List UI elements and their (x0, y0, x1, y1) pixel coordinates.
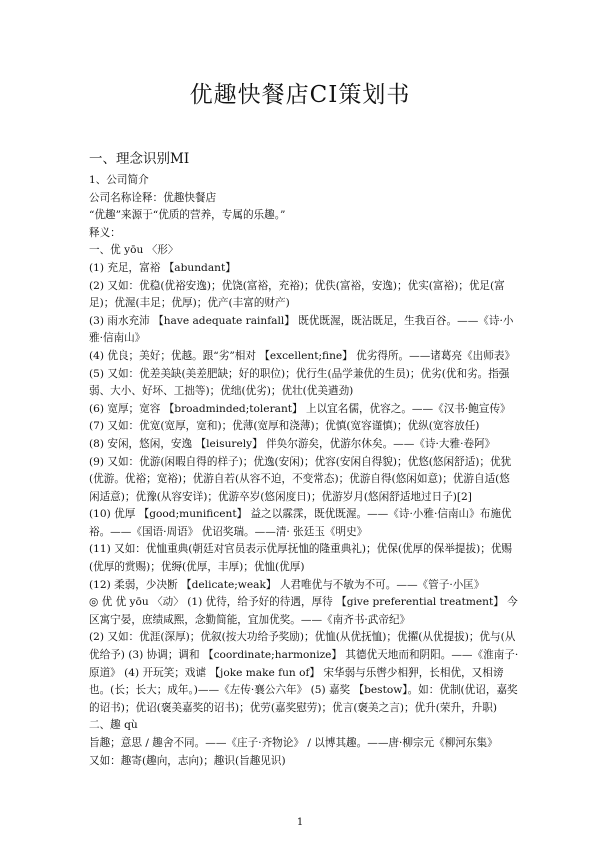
company-intro-heading: 1、公司简介 (89, 174, 149, 186)
definition-item: (8) 安闲，悠闲，安逸 【leisurely】 伴奂尔游矣，优游尔休矣。——《诗·大雅·卷阿》 (89, 437, 496, 450)
definition-item: (4) 优良；美好；优越。跟“劣”相对 【excellent;fine】 优劣得所。——诸葛亮《出师表》 (89, 349, 516, 362)
definition-item: (5) 又如：优差美缺(美差肥缺；好的职位)；优行生(品学兼优的生员)；优劣(优和劣。指强弱、大小、好坏、工拙等)；优绌(优劣)；优壮(优美遒劲) (89, 367, 510, 398)
definition-item: (7) 又如：优宽(宽厚，宽和)；优薄(宽厚和浇薄)；优慎(宽容谨慎)；优纵(宽容放任) (89, 420, 480, 433)
document-body (89, 172, 519, 770)
definition-item: (3) 雨水充沛 【have adequate rainfall】 既优既渥，既沾既足，生我百谷。——《诗·小雅·信南山》 (89, 314, 514, 345)
you-heading: 一、优 yōu 〈形〉 (89, 244, 179, 257)
definition-item: (6) 宽厚；宽容 【broadminded;tolerant】 上以宜名儒，优容之。——《汉书·鲍宣传》 (89, 402, 511, 415)
definition-item: (11) 又如：优恤重典(朝廷对官员表示优厚抚恤的隆重典礼)；优保(优厚的保举提拔)；优赐(优厚的赏赐)；优缛(优厚，丰厚)；优恤(优厚) (89, 543, 513, 574)
definition-item: (1) 充足，富裕 【abundant】 (89, 261, 236, 274)
definition-item: (2) 又如：优涯(深厚)；优叙(按大功给予奖励)；优恤(从优抚恤)；优擢(从优提拔)；优与(从优给予) (3) 协调；调和 【coordinate;harmonize】 其德优天地而和阴阳。——《淮南子·原道》 (4) 开玩笑；戏谑 【joke make fun of】 宋华弱与乐辔少相狎，长相优，又相谤也。(长；长大；成年。)——《左传·襄公六年》 (5) 嘉奖 【bestow】。如：优制(优诏，嘉奖的诏书)；优诏(褒美嘉奖的诏书)；优劳(嘉奖慰劳)；优言(褒美之言)；优升(荣升，升职) (89, 631, 519, 714)
definition-item: (12) 柔弱，少决断 【delicate;weak】 人君唯优与不敏为不可。——《管子·小匡》 (89, 578, 485, 591)
definition-label: 释义： (89, 226, 121, 239)
page-number: 1 (296, 817, 304, 828)
document-title: 优趣快餐店CI策划书 (189, 82, 411, 108)
definition-item: ◎ 优 优 yōu 〈动〉 (1) 优待，给予好的待遇，厚待 【give preferential treatment】 今区寓宁晏，庶绩咸熙，念勤简能，宜加优奖。——《南齐书·武帝纪》 (89, 596, 518, 626)
definition-item: 又如：趣寄(趣向，志向)；趣识(旨趣见识) (89, 754, 286, 767)
name-origin-line: “优趣”来源于“优质的营养，专属的乐趣。” (89, 209, 286, 222)
company-name-line: 公司名称诠释：优趣快餐店 (89, 191, 217, 204)
qu-heading: 二、趣 qù (89, 719, 138, 732)
definition-item: (9) 又如：优游(闲暇自得的样子)；优逸(安闲)；优容(安闲自得貌)；优悠(悠闲舒适)；优犹(优游。优裕；宽裕)；优游自若(从容不迫，不变常态)；优游自得(悠闲如意)；优游自适(悠闲适意)；优豫(从容安详)；优游卒岁(悠闲度日)；优游岁月(悠闲舒适地过日子)[2] (89, 455, 512, 503)
definition-item: (10) 优厚 【good;munificent】 益之以霡霂，既优既渥。——《诗·小雅·信南山》布施优裕。——《国语·周语》 优诏奖瑞。——清· 张廷玉《明史》 (89, 508, 512, 538)
definition-item: 旨趣；意思 / 趣舍不同。——《庄子·齐物论》 / 以博其趣。——唐·柳宗元《柳河东集》 (89, 737, 498, 749)
definition-item: (2) 又如：优稳(优裕安逸)；优饶(富裕，充裕)；优佚(富裕，安逸)；优实(富裕)；优足(富足)；优渥(丰足；优厚)；优产(丰富的财产) (89, 279, 505, 310)
section-heading: 一、理念识别MI (89, 151, 190, 167)
